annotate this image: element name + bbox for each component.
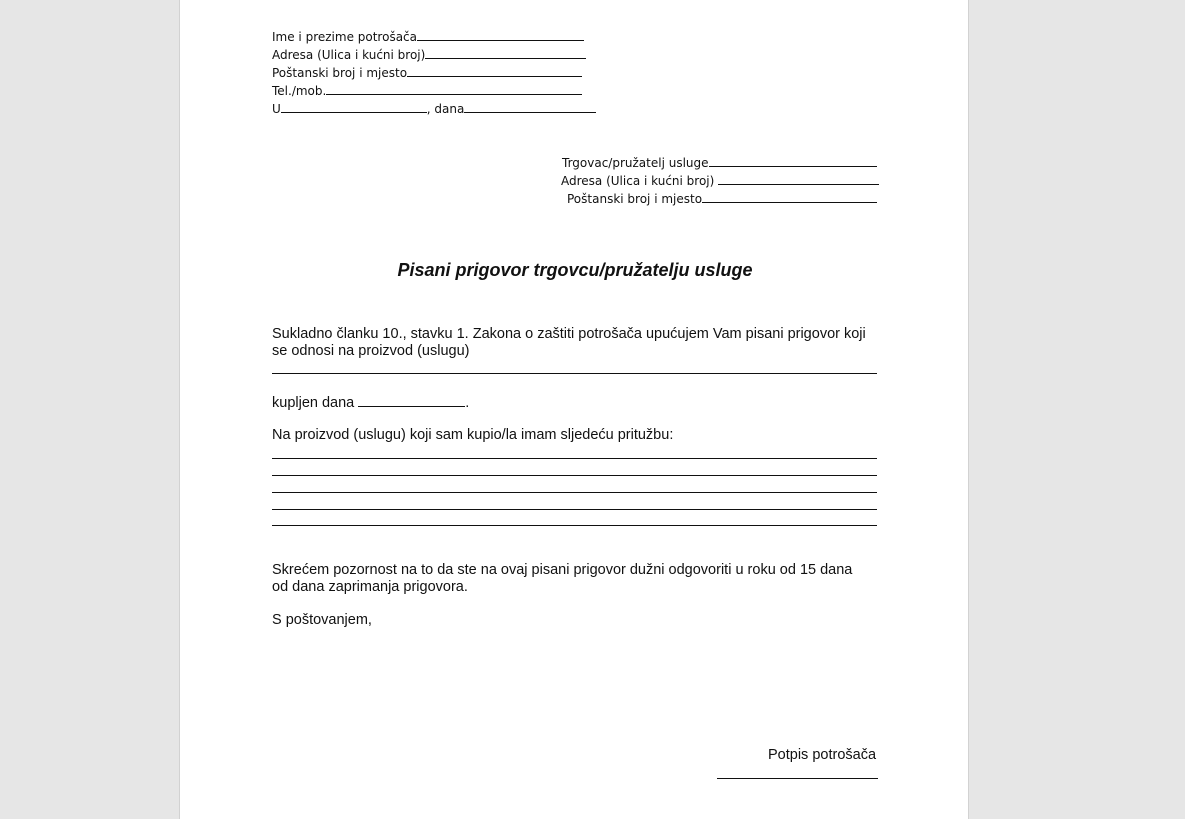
product-blank-line[interactable] <box>272 373 877 374</box>
merchant-address-blank[interactable] <box>718 171 879 185</box>
signature-line[interactable] <box>717 778 878 779</box>
merchant-address-row <box>561 171 879 190</box>
merchant-postal-label: Poštanski broj i mjesto <box>567 192 703 206</box>
document-title: Pisani prigovor trgovcu/pružatelju usluge <box>397 260 753 280</box>
date-label: , dana <box>426 102 465 116</box>
place-prefix: U <box>272 102 281 116</box>
merchant-name-blank[interactable] <box>709 153 877 167</box>
document-page <box>179 0 969 819</box>
consumer-postal-row <box>272 63 582 82</box>
consumer-name-label: Ime i prezime potrošača <box>272 30 417 44</box>
purchased-row <box>272 393 469 412</box>
consumer-postal-label: Poštanski broj i mjesto <box>272 66 408 80</box>
complaint-line-2[interactable] <box>272 475 877 476</box>
merchant-name-label: Trgovac/pružatelj usluge <box>562 156 709 170</box>
closing-text: S poštovanjem, <box>272 612 372 628</box>
consumer-place-date-row <box>272 99 596 118</box>
consumer-name-blank[interactable] <box>417 27 584 41</box>
consumer-phone-blank[interactable] <box>326 81 582 95</box>
intro-paragraph: Sukladno članku 10., stavku 1. Zakona o zaštiti potrošača upućujem Vam pisani prigovor koji se odnosi na proizvod (uslugu) <box>272 326 866 359</box>
purchased-date-blank[interactable] <box>358 393 465 407</box>
merchant-postal-row <box>567 189 877 208</box>
notice-paragraph: Skrećem pozornost na to da ste na ovaj pisani prigovor dužni odgovoriti u roku od 15 dana od dana zaprimanja prigovora. <box>272 562 853 595</box>
complaint-label: Na proizvod (uslugu) koji sam kupio/la imam sljedeću pritužbu: <box>272 427 674 443</box>
signature-label: Potpis potrošača <box>768 747 877 763</box>
consumer-name-row <box>272 27 584 46</box>
consumer-phone-row <box>272 81 582 100</box>
complaint-line-4[interactable] <box>272 509 877 510</box>
complaint-line-5[interactable] <box>272 525 877 526</box>
consumer-postal-blank[interactable] <box>407 63 582 77</box>
merchant-name-row <box>562 153 877 172</box>
consumer-address-row <box>272 45 586 64</box>
merchant-address-label: Adresa (Ulica i kućni broj) <box>561 174 715 188</box>
complaint-line-1[interactable] <box>272 458 877 459</box>
complaint-line-3[interactable] <box>272 492 877 493</box>
date-blank[interactable] <box>464 99 596 113</box>
place-blank[interactable] <box>281 99 427 113</box>
merchant-postal-blank[interactable] <box>702 189 877 203</box>
purchased-end: . <box>465 395 470 411</box>
consumer-address-label: Adresa (Ulica i kućni broj) <box>272 48 426 62</box>
consumer-phone-label: Tel./mob. <box>272 84 327 98</box>
consumer-address-blank[interactable] <box>425 45 586 59</box>
purchased-label: kupljen dana <box>272 395 355 411</box>
